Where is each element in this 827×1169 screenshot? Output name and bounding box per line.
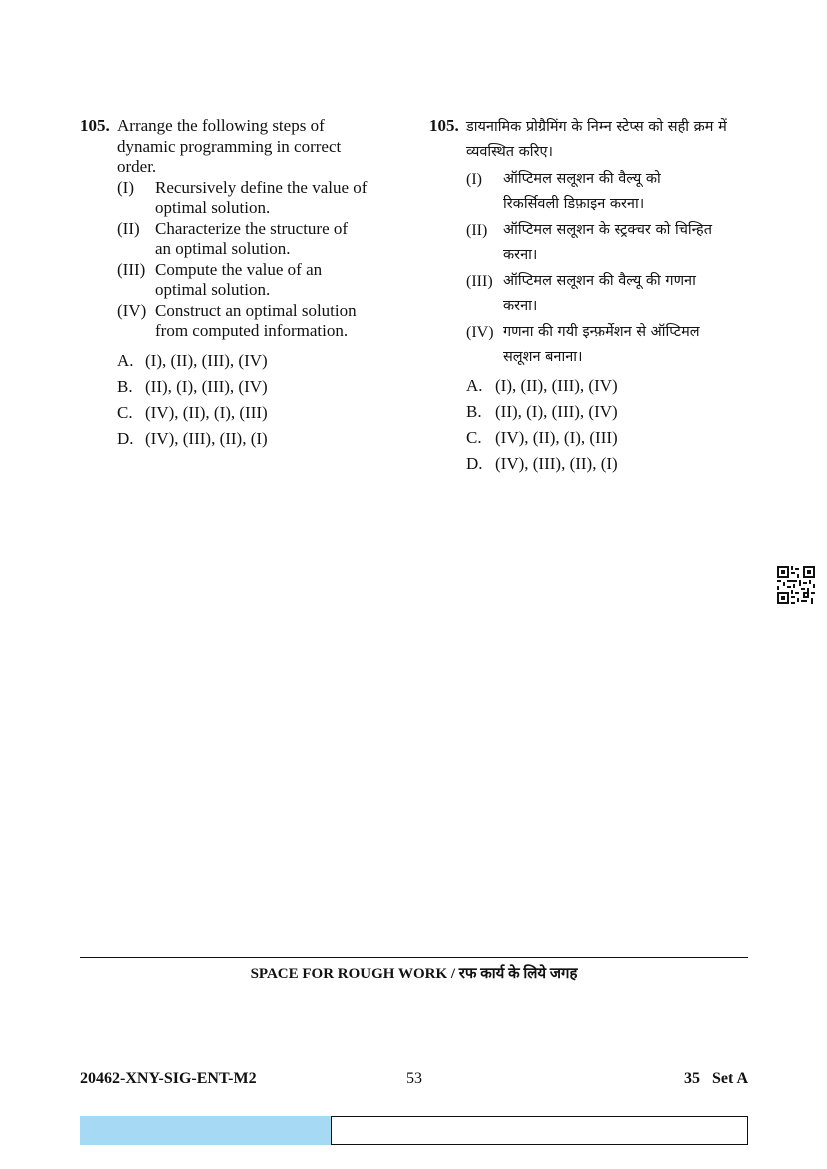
question-hindi <box>429 116 759 477</box>
step-text: Characterize the structure of an optimal solution. <box>155 218 349 258</box>
question-header <box>429 116 759 165</box>
footer-color-bar <box>80 1116 332 1145</box>
page-number: 53 <box>406 1070 422 1087</box>
step-item <box>117 178 380 219</box>
step-text: ऑप्टिमल सलूशन के स्ट्रक्चर को चिन्हित करना। <box>503 222 712 263</box>
option-a[interactable] <box>466 373 759 399</box>
qr-code <box>776 565 816 605</box>
step-number: (II) <box>117 218 140 238</box>
step-text: Compute the value of an optimal solution. <box>155 259 323 299</box>
option-label: B. <box>466 402 482 421</box>
option-label: D. <box>117 428 134 448</box>
option-label: A. <box>117 350 134 370</box>
option-d[interactable] <box>117 426 380 452</box>
option-text: (I), (II), (III), (IV) <box>495 376 618 395</box>
option-c[interactable] <box>466 425 759 451</box>
step-number: (III) <box>117 259 146 279</box>
step-list <box>117 178 380 342</box>
step-item <box>466 167 759 217</box>
option-text: (IV), (II), (I), (III) <box>495 428 618 447</box>
answer-options <box>466 373 759 477</box>
option-a[interactable] <box>117 348 380 374</box>
step-list <box>466 167 759 370</box>
option-text: (II), (I), (III), (IV) <box>495 402 618 421</box>
page-footer <box>80 1070 748 1092</box>
step-item <box>466 269 759 319</box>
option-b[interactable] <box>466 399 759 425</box>
question-text: डायनामिक प्रोग्रैमिंग के निम्न स्टेप्स को सही क्रम में व्यवस्थित करिए। <box>466 119 727 160</box>
question-header <box>80 116 380 178</box>
option-label: B. <box>117 376 133 396</box>
option-c[interactable] <box>117 400 380 426</box>
question-english <box>80 116 380 452</box>
option-label: C. <box>117 402 133 422</box>
question-text: Arrange the following steps of dynamic programming in correct order. <box>117 116 342 176</box>
question-number: 105. <box>80 116 110 135</box>
step-text: Recursively define the value of optimal solution. <box>155 177 368 217</box>
option-text: (IV), (III), (II), (I) <box>145 428 268 448</box>
question-number: 105. <box>429 116 459 135</box>
step-number: (II) <box>466 222 488 239</box>
step-text: ऑप्टिमल सलूशन की वैल्यू की गणना करना। <box>503 273 696 314</box>
divider-line <box>80 957 748 958</box>
option-text: (I), (II), (III), (IV) <box>145 350 268 370</box>
footer-box <box>331 1116 748 1145</box>
step-text: गणना की गयी इन्फ़र्मेशन से ऑप्टिमल सलूशन बनाना। <box>503 324 700 365</box>
step-number: (I) <box>117 177 134 197</box>
step-text: Construct an optimal solution from computed information. <box>155 300 357 340</box>
step-number: (I) <box>466 171 482 188</box>
paper-code: 20462-XNY-SIG-ENT-M2 <box>80 1070 257 1087</box>
rough-work-label: SPACE FOR ROUGH WORK / रफ कार्य के लिये जगह <box>250 966 578 982</box>
step-text: ऑप्टिमल सलूशन की वैल्यू को रिकर्सिवली डिफ़ाइन करना। <box>503 171 661 212</box>
option-text: (IV), (III), (II), (I) <box>495 454 618 473</box>
option-b[interactable] <box>117 374 380 400</box>
step-item <box>466 218 759 268</box>
step-item <box>117 260 380 301</box>
step-number: (III) <box>466 273 493 290</box>
step-item <box>466 320 759 370</box>
step-number: (IV) <box>117 300 147 320</box>
step-number: (IV) <box>466 324 494 341</box>
option-text: (IV), (II), (I), (III) <box>145 402 268 422</box>
option-label: D. <box>466 454 483 473</box>
option-text: (II), (I), (III), (IV) <box>145 376 268 396</box>
set-label: 35 Set A <box>684 1070 748 1087</box>
option-d[interactable] <box>466 451 759 477</box>
answer-options <box>117 348 380 452</box>
option-label: C. <box>466 428 482 447</box>
option-label: A. <box>466 376 483 395</box>
step-item <box>117 301 380 342</box>
step-item <box>117 219 380 260</box>
